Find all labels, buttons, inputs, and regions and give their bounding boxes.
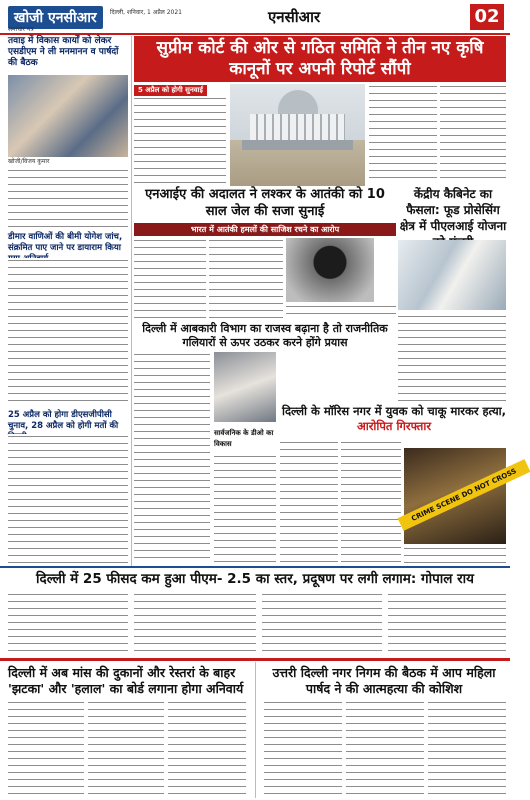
- councillor-headline: उत्तरी दिल्ली नगर निगम की बैठक में आप महिला पार्षद ने की आत्महत्या की कोशिश: [272, 665, 496, 696]
- pm25-body-col4: [388, 592, 506, 652]
- covid-test-headline: डीमार वाणिओं की बीमी योगेश जांच, संक्रमित पाए जाने पर डायाराम किया: [8, 232, 123, 253]
- halal-body-col3: [168, 700, 246, 796]
- section-title: एनसीआर: [268, 8, 321, 26]
- halal-headline: दिल्ली में अब मांस की दुकानों और रेस्तरां के बाहर 'झटका' और 'हलाल' का बोर्ड लगाना होगा अनिवार्य: [8, 665, 244, 696]
- meeting-photo: [8, 75, 128, 157]
- bottom-separator: [255, 662, 256, 798]
- excise-photo: [214, 352, 276, 422]
- supreme-body-col2: [369, 84, 437, 184]
- supreme-body-col1: [134, 96, 226, 184]
- supreme-body-col3: [440, 84, 506, 184]
- dsgmc-headline: 25 अप्रैल को होगा डीएसजीपीसी चुनाव, 28 अप्रैल को होगी मतों की: [8, 410, 119, 431]
- masthead: [0, 0, 510, 34]
- halal-body-col1: [8, 700, 84, 796]
- court-steps: [242, 140, 353, 150]
- nia-headline: एनआईए की अदालत ने लश्कर के आतंकी को 10 साल जेल की सजा सुनाई: [145, 187, 385, 219]
- brand-subtitle: समाचार पत्र: [8, 26, 34, 33]
- pm25-body-col2: [134, 592, 256, 652]
- terrorist-silhouette-photo: [286, 238, 374, 302]
- nia-body-col2: [209, 238, 283, 318]
- councillor-body-col2: [346, 700, 424, 796]
- column-separator: [131, 36, 132, 566]
- court-dome: [278, 90, 318, 114]
- halal-body-col2: [88, 700, 164, 796]
- nia-strap: भारत में आतंकी हमलों की साजिश रचने का आरोप: [134, 223, 396, 236]
- lead-left-headline: तवाइ में विकास कार्यों को लेकर एसडीएम ने ली मनमानन व पार्षदों की बैठक: [8, 36, 119, 68]
- excise-headline: दिल्ली में आबकारी विभाग का राजस्व बढ़ाना है तो राजनीतिक गलियारों से ऊपर उठकर करने होंगे प्रयास: [142, 322, 388, 349]
- pm25-headline: दिल्ली में 25 फीसद कम हुआ पीएम- 2.5 का स्तर, प्रदूषण पर लगी लगाम: गोपाल राय: [36, 571, 474, 587]
- maurice-body-col2: [341, 440, 401, 564]
- section-divider: [0, 566, 510, 568]
- nia-body-col1: [134, 238, 206, 318]
- pm25-body-col3: [262, 592, 382, 652]
- court-columns: [250, 114, 345, 140]
- crime-scene-photo: [404, 448, 518, 544]
- brand-logo: खोजी एनसीआर: [8, 6, 103, 29]
- maurice-body-col1: [280, 440, 338, 564]
- maurice-headline-red: आरोपित गिरफ्तार: [356, 419, 432, 433]
- covid-test-body: [8, 258, 128, 404]
- photo-caption: खोजी/विजय कुमार: [8, 158, 50, 165]
- maurice-headline-main: दिल्ली के मॉरिस नगर में युवक को चाकू मारकर हत्या,: [281, 404, 507, 418]
- maurice-headline: [280, 404, 508, 434]
- maurice-body-col3: [404, 546, 506, 564]
- dsgmc-body: [8, 434, 128, 564]
- cabinet-headline: केंद्रीय कैबिनेट का फैसला: फूड प्रोसेसिंग क्षेत्र में पीएलआई योजना: [399, 187, 507, 233]
- page-number: 02: [470, 4, 504, 30]
- councillor-body-col3: [428, 700, 506, 796]
- excise-subhead: सार्वजनिक के डीओ का विकास: [214, 428, 276, 450]
- bottom-divider: [0, 658, 510, 661]
- header-rule: [0, 33, 510, 35]
- issue-date: दिल्ली, शनिवार, 1 अप्रैल 2021: [110, 9, 182, 16]
- hearing-badge: 5 अप्रैल को होगी सुनवाई: [134, 85, 207, 96]
- excise-body-col1: [134, 352, 210, 564]
- supreme-headline: सुप्रीम कोर्ट की ओर से गठित समिति ने तीन नए कृषि कानूनों पर अपनी रिपोर्ट सौंपी: [134, 36, 506, 82]
- cabinet-body: [398, 314, 506, 402]
- pm25-body-col1: [8, 592, 128, 652]
- crime-scene-tape: CRIME SCENE DO NOT CROSS: [398, 459, 530, 531]
- councillor-body-col1: [264, 700, 342, 796]
- lead-left-body: [8, 168, 128, 228]
- supreme-court-photo: [230, 84, 365, 186]
- food-processing-photo: [398, 240, 506, 310]
- nia-body-col3: [286, 304, 396, 318]
